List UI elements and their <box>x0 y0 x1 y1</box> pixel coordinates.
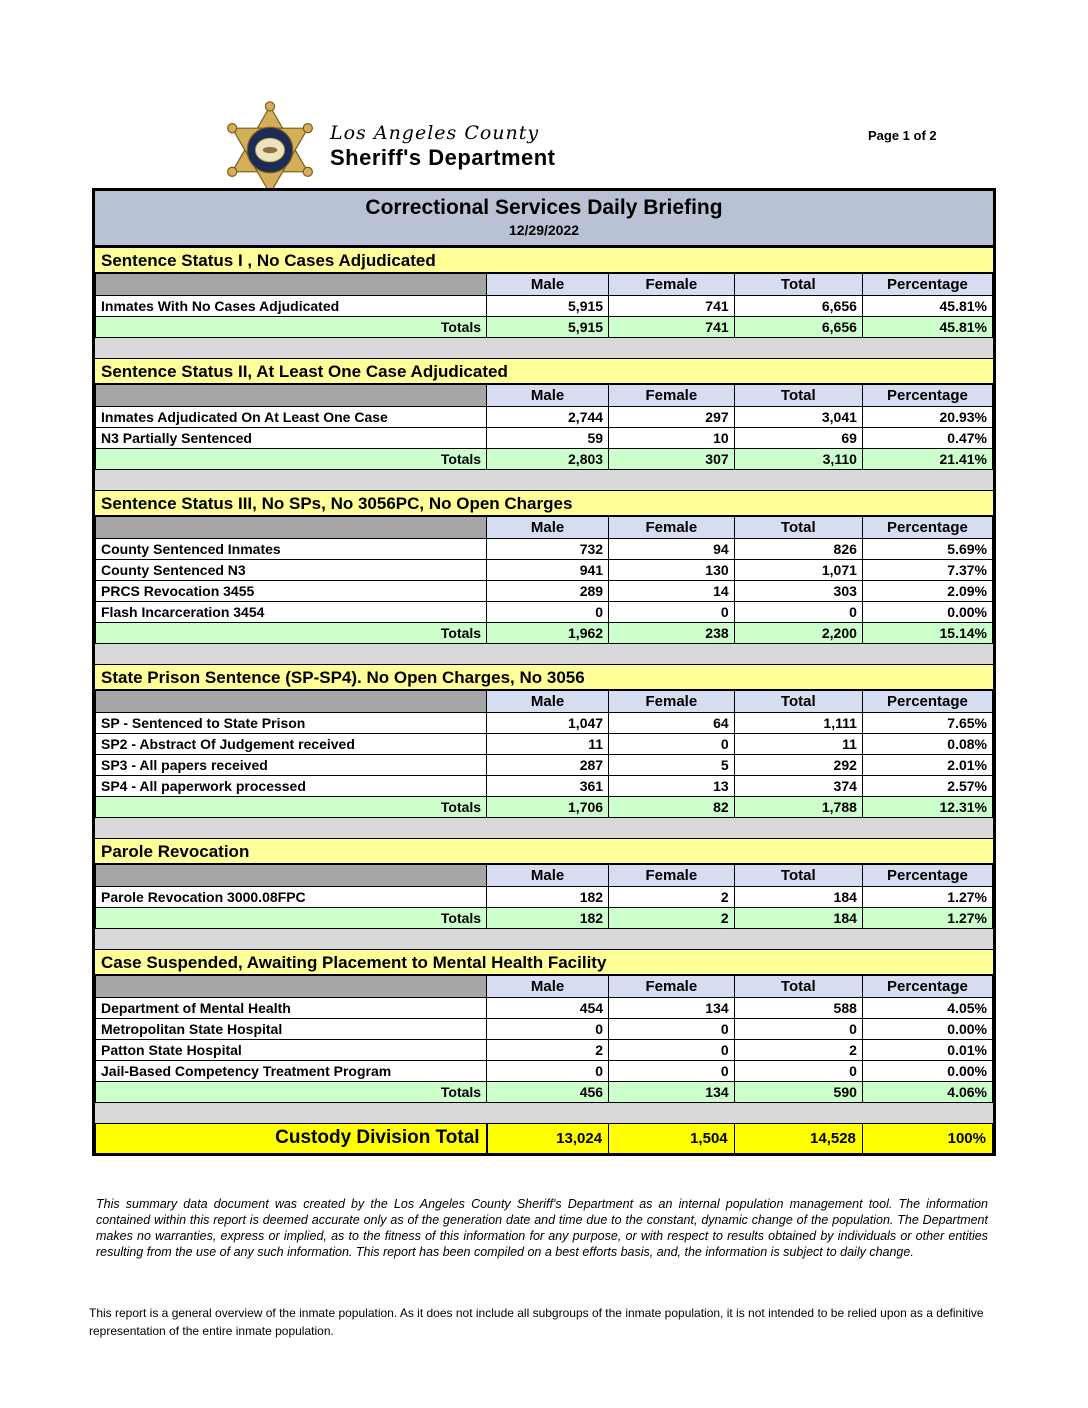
data-row <box>96 1040 993 1061</box>
row-label: Patton State Hospital <box>96 1040 487 1061</box>
column-header-row <box>96 385 993 407</box>
report-section <box>95 490 993 644</box>
cell-total: 184 <box>734 887 862 908</box>
totals-label: Totals <box>96 1082 487 1103</box>
report-section <box>95 358 993 470</box>
totals-label: Totals <box>96 623 487 644</box>
cell-percentage: 0.00% <box>862 1019 992 1040</box>
cell-male: 2 <box>487 1040 609 1061</box>
totals-female: 238 <box>609 623 735 644</box>
totals-percentage: 21.41% <box>862 449 992 470</box>
totals-total: 184 <box>734 908 862 929</box>
section-table <box>95 516 993 644</box>
row-label: County Sentenced N3 <box>96 560 487 581</box>
data-row <box>96 1061 993 1082</box>
cell-male: 11 <box>487 734 609 755</box>
column-header: Total <box>734 385 862 407</box>
report-section <box>95 838 993 929</box>
totals-female: 741 <box>609 317 735 338</box>
section-gap <box>95 818 993 838</box>
cell-total: 588 <box>734 998 862 1019</box>
totals-female: 2 <box>609 908 735 929</box>
sheriff-star-badge-icon <box>224 100 316 200</box>
grand-total-row <box>95 1123 993 1153</box>
cell-total: 303 <box>734 581 862 602</box>
column-header-row <box>96 976 993 998</box>
column-header: Female <box>609 865 735 887</box>
totals-total: 3,110 <box>734 449 862 470</box>
totals-percentage: 15.14% <box>862 623 992 644</box>
totals-male: 5,915 <box>487 317 609 338</box>
cell-male: 289 <box>487 581 609 602</box>
column-header: Total <box>734 865 862 887</box>
totals-label: Totals <box>96 797 487 818</box>
column-header: Female <box>609 385 735 407</box>
row-label: SP4 - All paperwork processed <box>96 776 487 797</box>
section-title: Parole Revocation <box>95 838 993 864</box>
section-table <box>95 975 993 1103</box>
cell-male: 59 <box>487 428 609 449</box>
cell-female: 297 <box>609 407 735 428</box>
cell-male: 941 <box>487 560 609 581</box>
column-header: Percentage <box>862 274 992 296</box>
section-title: State Prison Sentence (SP-SP4). No Open Charges, No 3056 <box>95 664 993 690</box>
totals-total: 2,200 <box>734 623 862 644</box>
section-title: Sentence Status I , No Cases Adjudicated <box>95 247 993 273</box>
data-row <box>96 713 993 734</box>
data-row <box>96 581 993 602</box>
totals-row <box>96 908 993 929</box>
data-row <box>96 539 993 560</box>
row-label: Jail-Based Competency Treatment Program <box>96 1061 487 1082</box>
totals-total: 1,788 <box>734 797 862 818</box>
data-row <box>96 998 993 1019</box>
logo-department-text: Sheriff's Department <box>330 144 556 170</box>
totals-male: 1,962 <box>487 623 609 644</box>
cell-percentage: 2.01% <box>862 755 992 776</box>
cell-total: 69 <box>734 428 862 449</box>
section-table <box>95 690 993 818</box>
cell-female: 2 <box>609 887 735 908</box>
data-row <box>96 776 993 797</box>
section-title: Case Suspended, Awaiting Placement to Mental Health Facility <box>95 949 993 975</box>
data-row <box>96 602 993 623</box>
cell-total: 2 <box>734 1040 862 1061</box>
totals-total: 6,656 <box>734 317 862 338</box>
row-label: PRCS Revocation 3455 <box>96 581 487 602</box>
report-date: 12/29/2022 <box>508 222 580 238</box>
cell-percentage: 0.47% <box>862 428 992 449</box>
cell-female: 741 <box>609 296 735 317</box>
totals-row <box>96 797 993 818</box>
column-header: Male <box>487 691 609 713</box>
cell-female: 0 <box>609 1019 735 1040</box>
cell-female: 0 <box>609 602 735 623</box>
cell-female: 94 <box>609 539 735 560</box>
totals-row <box>96 623 993 644</box>
data-row <box>96 887 993 908</box>
column-header: Percentage <box>862 865 992 887</box>
data-row <box>96 755 993 776</box>
totals-label: Totals <box>96 908 487 929</box>
totals-label: Totals <box>96 317 487 338</box>
column-header: Percentage <box>862 517 992 539</box>
logo-county-text: Los Angeles County <box>330 121 540 144</box>
column-header-row <box>96 517 993 539</box>
totals-percentage: 45.81% <box>862 317 992 338</box>
cell-total: 6,656 <box>734 296 862 317</box>
cell-percentage: 0.00% <box>862 1061 992 1082</box>
section-gap <box>95 929 993 949</box>
cell-male: 361 <box>487 776 609 797</box>
column-header: Male <box>487 865 609 887</box>
cell-percentage: 0.01% <box>862 1040 992 1061</box>
column-header: Female <box>609 691 735 713</box>
cell-male: 454 <box>487 998 609 1019</box>
report-titlebar <box>95 191 993 247</box>
totals-row <box>96 317 993 338</box>
page-indicator: Page 1 of 2 <box>868 128 937 143</box>
data-row <box>96 428 993 449</box>
cell-percentage: 5.69% <box>862 539 992 560</box>
cell-male: 732 <box>487 539 609 560</box>
column-header: Female <box>609 517 735 539</box>
cell-total: 0 <box>734 1061 862 1082</box>
data-row <box>96 407 993 428</box>
grand-total-male: 13,024 <box>487 1124 609 1153</box>
cell-female: 14 <box>609 581 735 602</box>
cell-male: 0 <box>487 1061 609 1082</box>
cell-total: 374 <box>734 776 862 797</box>
column-header: Male <box>487 976 609 998</box>
totals-percentage: 4.06% <box>862 1082 992 1103</box>
column-header-row <box>96 865 993 887</box>
cell-total: 826 <box>734 539 862 560</box>
column-header: Total <box>734 976 862 998</box>
cell-percentage: 1.27% <box>862 887 992 908</box>
totals-row <box>96 449 993 470</box>
totals-male: 456 <box>487 1082 609 1103</box>
section-gap <box>95 338 993 358</box>
section-table <box>95 273 993 338</box>
cell-percentage: 0.08% <box>862 734 992 755</box>
cell-total: 11 <box>734 734 862 755</box>
section-title: Sentence Status III, No SPs, No 3056PC, No Open Charges <box>95 490 993 516</box>
row-label: Inmates With No Cases Adjudicated <box>96 296 487 317</box>
cell-percentage: 2.09% <box>862 581 992 602</box>
cell-female: 130 <box>609 560 735 581</box>
row-label: Flash Incarceration 3454 <box>96 602 487 623</box>
totals-percentage: 1.27% <box>862 908 992 929</box>
cell-male: 2,744 <box>487 407 609 428</box>
cell-male: 287 <box>487 755 609 776</box>
cell-female: 0 <box>609 1061 735 1082</box>
header-spacer-cell <box>96 517 487 539</box>
column-header: Male <box>487 274 609 296</box>
cell-total: 0 <box>734 1019 862 1040</box>
report-title: Correctional Services Daily Briefing <box>365 196 723 219</box>
cell-total: 292 <box>734 755 862 776</box>
row-label: SP - Sentenced to State Prison <box>96 713 487 734</box>
column-header: Male <box>487 385 609 407</box>
row-label: Inmates Adjudicated On At Least One Case <box>96 407 487 428</box>
section-gap <box>95 644 993 664</box>
column-header-row <box>96 691 993 713</box>
totals-total: 590 <box>734 1082 862 1103</box>
cell-total: 1,111 <box>734 713 862 734</box>
cell-percentage: 7.37% <box>862 560 992 581</box>
column-header: Total <box>734 517 862 539</box>
cell-female: 0 <box>609 734 735 755</box>
cell-female: 13 <box>609 776 735 797</box>
cell-percentage: 20.93% <box>862 407 992 428</box>
section-table <box>95 384 993 470</box>
cell-male: 0 <box>487 1019 609 1040</box>
row-label: SP3 - All papers received <box>96 755 487 776</box>
column-header: Total <box>734 274 862 296</box>
column-header: Percentage <box>862 691 992 713</box>
cell-male: 5,915 <box>487 296 609 317</box>
cell-female: 134 <box>609 998 735 1019</box>
grand-total-total: 14,528 <box>734 1124 862 1153</box>
cell-female: 5 <box>609 755 735 776</box>
cell-percentage: 2.57% <box>862 776 992 797</box>
cell-male: 182 <box>487 887 609 908</box>
totals-female: 134 <box>609 1082 735 1103</box>
data-row <box>96 560 993 581</box>
report-section <box>95 664 993 818</box>
report-section <box>95 247 993 338</box>
column-header-row <box>96 274 993 296</box>
totals-row <box>96 1082 993 1103</box>
sections-area <box>95 247 993 1123</box>
header-spacer-cell <box>96 865 487 887</box>
header-spacer-cell <box>96 274 487 296</box>
footer-disclaimer: This summary data document was created by the Los Angeles County Sheriff's Department as an internal population management tool. The information contained within this report is deemed accurate only as of the generation date and time due to the constant, dynamic change of the population. The Department makes no warranties, express or implied, as to the fitness of this information for any purpose, or with respect to results obtained by individuals or other entities resulting from the use of any such information. This report has been compiled on a best efforts basis, and, the information is subject to daily change. <box>96 1197 988 1259</box>
totals-male: 182 <box>487 908 609 929</box>
cell-female: 0 <box>609 1040 735 1061</box>
section-gap <box>95 1103 993 1123</box>
cell-male: 1,047 <box>487 713 609 734</box>
cell-total: 1,071 <box>734 560 862 581</box>
cell-percentage: 45.81% <box>862 296 992 317</box>
cell-percentage: 0.00% <box>862 602 992 623</box>
row-label: SP2 - Abstract Of Judgement received <box>96 734 487 755</box>
section-table <box>95 864 993 929</box>
data-row <box>96 296 993 317</box>
grand-total-percentage: 100% <box>862 1124 992 1153</box>
footer-note: This report is a general overview of the inmate population. As it does not include all subgroups of the inmate population, it is not intended to be relied upon as a definitive representation of the entire inmate population. <box>89 1306 984 1338</box>
section-title: Sentence Status II, At Least One Case Adjudicated <box>95 358 993 384</box>
row-label: County Sentenced Inmates <box>96 539 487 560</box>
section-gap <box>95 470 993 490</box>
cell-female: 10 <box>609 428 735 449</box>
grand-total-label: Custody Division Total <box>96 1124 487 1153</box>
cell-percentage: 7.65% <box>862 713 992 734</box>
cell-total: 0 <box>734 602 862 623</box>
column-header: Male <box>487 517 609 539</box>
header-spacer-cell <box>96 691 487 713</box>
grand-total-female: 1,504 <box>609 1124 735 1153</box>
data-row <box>96 1019 993 1040</box>
header-spacer-cell <box>96 385 487 407</box>
column-header: Percentage <box>862 976 992 998</box>
cell-total: 3,041 <box>734 407 862 428</box>
cell-female: 64 <box>609 713 735 734</box>
header-spacer-cell <box>96 976 487 998</box>
totals-male: 1,706 <box>487 797 609 818</box>
totals-male: 2,803 <box>487 449 609 470</box>
column-header: Total <box>734 691 862 713</box>
totals-female: 307 <box>609 449 735 470</box>
cell-male: 0 <box>487 602 609 623</box>
row-label: Parole Revocation 3000.08FPC <box>96 887 487 908</box>
report-section <box>95 949 993 1103</box>
column-header: Percentage <box>862 385 992 407</box>
totals-percentage: 12.31% <box>862 797 992 818</box>
column-header: Female <box>609 274 735 296</box>
data-row <box>96 734 993 755</box>
row-label: Metropolitan State Hospital <box>96 1019 487 1040</box>
report-container <box>92 188 996 1156</box>
totals-label: Totals <box>96 449 487 470</box>
column-header: Female <box>609 976 735 998</box>
row-label: Department of Mental Health <box>96 998 487 1019</box>
row-label: N3 Partially Sentenced <box>96 428 487 449</box>
cell-percentage: 4.05% <box>862 998 992 1019</box>
totals-female: 82 <box>609 797 735 818</box>
department-logo <box>224 100 556 200</box>
